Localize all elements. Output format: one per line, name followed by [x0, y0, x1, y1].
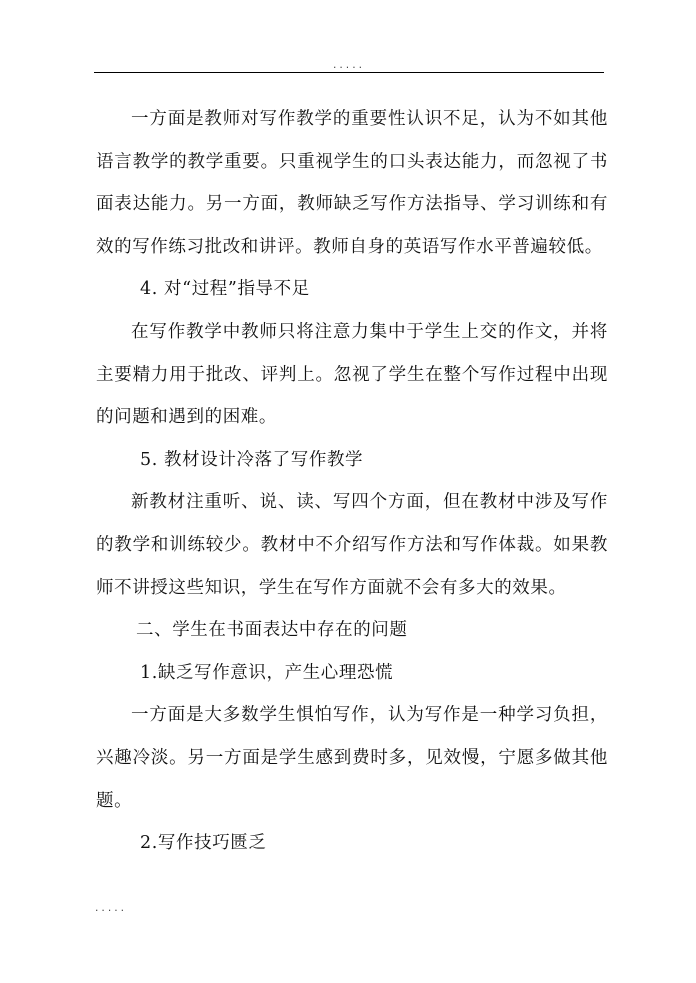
footer-dots: ..... — [94, 904, 127, 914]
heading-writing-skills: 2.写作技巧匮乏 — [140, 833, 267, 854]
heading-writing-awareness: 1.缺乏写作意识，产生心理恐慌 — [140, 662, 394, 683]
document-body — [96, 98, 608, 865]
heading-process-guidance: 4. 对“过程”指导不足 — [140, 279, 310, 300]
paragraph-process-guidance: 在写作教学中教师只将注意力集中于学生上交的作文，并将主要精力用于批改、评判上。忽视了学生在整个写作过程中出现的问题和遇到的困难。 — [96, 321, 608, 428]
header-dots: ..... — [331, 61, 365, 71]
heading-textbook-design: 5. 教材设计冷落了写作教学 — [140, 449, 364, 470]
paragraph-teacher-awareness: 一方面是教师对写作教学的重要性认识不足，认为不如其他语言教学的教学重要。只重视学生的口头表达能力，而忽视了书面表达能力。另一方面，教师缺乏写作方法指导、学习训练和有效的写作练习批改和讲评。教师自身的英语写作水平普遍较低。 — [96, 109, 608, 257]
paragraph-writing-awareness: 一方面是大多数学生惧怕写作，认为写作是一种学习负担，兴趣冷淡。另一方面是学生感到费时多，见效慢，宁愿多做其他题。 — [96, 705, 608, 811]
section-heading-student-problems: 二、学生在书面表达中存在的问题 — [136, 620, 408, 641]
header-rule — [94, 72, 604, 73]
paragraph-textbook-design: 新教材注重听、说、读、写四个方面，但在教材中涉及写作的教学和训练较少。教材中不介绍写作方法和写作体裁。如果教师不讲授这些知识，学生在写作方面就不会有多大的效果。 — [96, 492, 608, 598]
